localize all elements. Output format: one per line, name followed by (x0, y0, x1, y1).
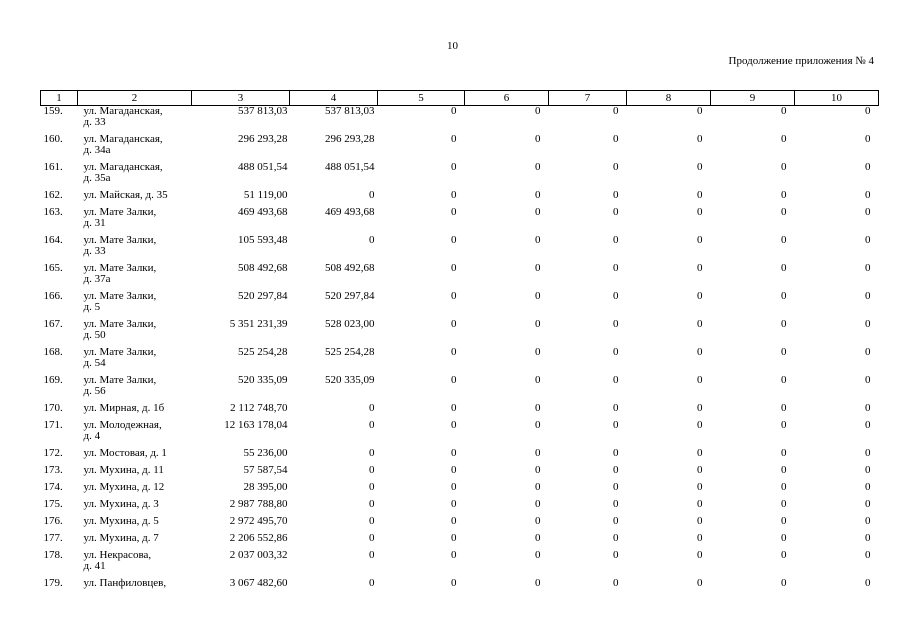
address-line: ул. Некрасова, (83, 549, 152, 561)
table-row (41, 499, 879, 516)
value-cell-col-10: 0 (865, 464, 871, 476)
value-cell-col-4: 0 (369, 402, 375, 414)
value-cell-col-8: 0 (697, 498, 703, 510)
value-cell-col-3: 296 293,28 (238, 133, 288, 145)
value-cell-col-4: 520 335,09 (325, 374, 375, 386)
address-cell (78, 578, 192, 595)
value-cell-col-7: 0 (613, 419, 619, 431)
value-cell-col-6: 0 (535, 464, 541, 476)
address-line: д. 54 (83, 357, 106, 369)
row-number: 165. (43, 262, 63, 274)
value-cell-col-6: 0 (535, 290, 541, 302)
value-cell-col-3: 105 593,48 (238, 234, 288, 246)
value-cell-col-10: 0 (865, 402, 871, 414)
value-cell-col-3: 488 051,54 (238, 161, 288, 173)
value-cell-col-4: 0 (369, 464, 375, 476)
address-line: ул. Мате Залки, (83, 206, 157, 218)
value-cell-col-4: 528 023,00 (325, 318, 375, 330)
value-cell-col-4: 0 (369, 549, 375, 561)
value-cell-col-9: 0 (781, 447, 787, 459)
value-cell-col-8: 0 (697, 515, 703, 527)
value-cell-col-7: 0 (613, 161, 619, 173)
row-number: 161. (43, 161, 63, 173)
row-number: 179. (43, 577, 63, 589)
value-cell-col-5: 0 (451, 206, 457, 218)
value-cell-col-3: 2 987 788,80 (229, 498, 288, 510)
address-line: ул. Мате Залки, (83, 290, 157, 302)
row-number: 167. (43, 318, 63, 330)
value-cell-col-3: 2 206 552,86 (229, 532, 288, 544)
value-cell-col-5: 0 (451, 577, 457, 589)
address-cell (78, 134, 192, 162)
value-cell-col-9: 0 (781, 498, 787, 510)
value-cell-col-9: 0 (781, 577, 787, 589)
value-cell-col-6: 0 (535, 189, 541, 201)
value-cell-col-5: 0 (451, 464, 457, 476)
table-row (41, 578, 879, 595)
value-cell-col-10: 0 (865, 290, 871, 302)
value-cell-col-4: 0 (369, 234, 375, 246)
value-cell-col-8: 0 (697, 189, 703, 201)
appendix-table-container (40, 90, 878, 595)
value-cell-col-8: 0 (697, 346, 703, 358)
value-cell-col-10: 0 (865, 161, 871, 173)
value-cell-col-6: 0 (535, 105, 541, 117)
value-cell-col-5: 0 (451, 105, 457, 117)
address-cell (78, 448, 192, 465)
value-cell-col-3: 5 351 231,39 (229, 318, 288, 330)
address-line: ул. Магаданская, (83, 161, 163, 173)
value-cell-col-10: 0 (865, 532, 871, 544)
value-cell-col-7: 0 (613, 498, 619, 510)
address-cell (78, 516, 192, 533)
address-cell (78, 263, 192, 291)
address-line: д. 35а (83, 172, 111, 184)
value-cell-col-10: 0 (865, 105, 871, 117)
value-cell-col-4: 0 (369, 498, 375, 510)
row-number: 164. (43, 234, 63, 246)
page-number: 10 (447, 40, 458, 52)
value-cell-col-6: 0 (535, 532, 541, 544)
value-cell-col-3: 55 236,00 (243, 447, 288, 459)
value-cell-col-5: 0 (451, 515, 457, 527)
address-cell (78, 319, 192, 347)
value-cell-col-3: 3 067 482,60 (229, 577, 288, 589)
value-cell-col-4: 537 813,03 (325, 105, 375, 117)
address-line: ул. Мухина, д. 3 (83, 498, 159, 510)
value-cell-col-9: 0 (781, 161, 787, 173)
value-cell-col-9: 0 (781, 189, 787, 201)
value-cell-col-3: 525 254,28 (238, 346, 288, 358)
table-row (41, 207, 879, 235)
value-cell-col-4: 0 (369, 447, 375, 459)
address-line: ул. Мостовая, д. 1 (83, 447, 167, 459)
address-line: д. 4 (83, 430, 101, 442)
address-cell (78, 190, 192, 207)
table-row (41, 235, 879, 263)
value-cell-col-8: 0 (697, 133, 703, 145)
column-header-4: 4 (290, 91, 378, 106)
value-cell-col-4: 520 297,84 (325, 290, 375, 302)
value-cell-col-5: 0 (451, 498, 457, 510)
value-cell-col-7: 0 (613, 133, 619, 145)
value-cell-col-6: 0 (535, 515, 541, 527)
address-line: ул. Мате Залки, (83, 346, 157, 358)
address-cell (78, 420, 192, 448)
value-cell-col-9: 0 (781, 262, 787, 274)
table-row (41, 319, 879, 347)
value-cell-col-8: 0 (697, 577, 703, 589)
table-row (41, 347, 879, 375)
row-number: 159. (43, 105, 63, 117)
value-cell-col-9: 0 (781, 105, 787, 117)
row-number: 177. (43, 532, 63, 544)
table-row (41, 420, 879, 448)
value-cell-col-9: 0 (781, 464, 787, 476)
value-cell-col-8: 0 (697, 234, 703, 246)
value-cell-col-6: 0 (535, 262, 541, 274)
value-cell-col-5: 0 (451, 374, 457, 386)
address-line: ул. Мате Залки, (83, 234, 157, 246)
value-cell-col-6: 0 (535, 133, 541, 145)
value-cell-col-10: 0 (865, 577, 871, 589)
value-cell-col-10: 0 (865, 419, 871, 431)
value-cell-col-4: 488 051,54 (325, 161, 375, 173)
address-line: д. 33 (83, 245, 106, 257)
address-line: ул. Мухина, д. 11 (83, 464, 164, 476)
table-row (41, 465, 879, 482)
address-line: д. 31 (83, 217, 106, 229)
value-cell-col-8: 0 (697, 262, 703, 274)
address-line: ул. Магаданская, (83, 133, 163, 145)
value-cell-col-7: 0 (613, 346, 619, 358)
value-cell-col-4: 508 492,68 (325, 262, 375, 274)
value-cell-col-9: 0 (781, 515, 787, 527)
address-line: д. 37а (83, 273, 111, 285)
value-cell-col-3: 2 972 495,70 (229, 515, 288, 527)
table-row (41, 375, 879, 403)
value-cell-col-10: 0 (865, 133, 871, 145)
address-cell (78, 162, 192, 190)
row-number: 169. (43, 374, 63, 386)
value-cell-col-7: 0 (613, 549, 619, 561)
value-cell-col-4: 296 293,28 (325, 133, 375, 145)
address-cell (78, 533, 192, 550)
address-cell (78, 235, 192, 263)
value-cell-col-9: 0 (781, 318, 787, 330)
value-cell-col-5: 0 (451, 402, 457, 414)
address-line: д. 41 (83, 560, 106, 572)
value-cell-col-10: 0 (865, 234, 871, 246)
value-cell-col-6: 0 (535, 206, 541, 218)
value-cell-col-9: 0 (781, 374, 787, 386)
row-number: 178. (43, 549, 63, 561)
row-number: 174. (43, 481, 63, 493)
row-number: 166. (43, 290, 63, 302)
value-cell-col-3: 537 813,03 (238, 105, 288, 117)
row-number: 163. (43, 206, 63, 218)
value-cell-col-7: 0 (613, 206, 619, 218)
value-cell-col-5: 0 (451, 133, 457, 145)
value-cell-col-6: 0 (535, 402, 541, 414)
table-row (41, 403, 879, 420)
address-cell (78, 499, 192, 516)
value-cell-col-6: 0 (535, 481, 541, 493)
table-row (41, 162, 879, 190)
value-cell-col-10: 0 (865, 447, 871, 459)
address-line: ул. Мате Залки, (83, 374, 157, 386)
value-cell-col-5: 0 (451, 419, 457, 431)
value-cell-col-7: 0 (613, 234, 619, 246)
value-cell-col-7: 0 (613, 447, 619, 459)
column-header-10: 10 (795, 91, 879, 106)
value-cell-col-3: 51 119,00 (243, 189, 288, 201)
value-cell-col-4: 0 (369, 515, 375, 527)
value-cell-col-6: 0 (535, 161, 541, 173)
value-cell-col-4: 525 254,28 (325, 346, 375, 358)
row-number: 175. (43, 498, 63, 510)
value-cell-col-6: 0 (535, 234, 541, 246)
value-cell-col-8: 0 (697, 481, 703, 493)
value-cell-col-3: 508 492,68 (238, 262, 288, 274)
address-line: д. 5 (83, 301, 101, 313)
table-header-row (41, 91, 879, 106)
address-line: ул. Мате Залки, (83, 262, 157, 274)
value-cell-col-3: 2 037 003,32 (229, 549, 288, 561)
value-cell-col-4: 0 (369, 532, 375, 544)
value-cell-col-8: 0 (697, 374, 703, 386)
address-line: д. 34а (83, 144, 111, 156)
column-header-3: 3 (192, 91, 290, 106)
value-cell-col-10: 0 (865, 498, 871, 510)
value-cell-col-5: 0 (451, 346, 457, 358)
value-cell-col-10: 0 (865, 318, 871, 330)
value-cell-col-3: 520 297,84 (238, 290, 288, 302)
value-cell-col-3: 520 335,09 (238, 374, 288, 386)
value-cell-col-8: 0 (697, 206, 703, 218)
value-cell-col-6: 0 (535, 318, 541, 330)
column-header-2: 2 (78, 91, 192, 106)
value-cell-col-9: 0 (781, 549, 787, 561)
value-cell-col-5: 0 (451, 481, 457, 493)
address-cell (78, 207, 192, 235)
value-cell-col-8: 0 (697, 419, 703, 431)
value-cell-col-3: 469 493,68 (238, 206, 288, 218)
value-cell-col-4: 0 (369, 189, 375, 201)
address-line: ул. Панфиловцев, (83, 577, 167, 589)
value-cell-col-7: 0 (613, 532, 619, 544)
table-row (41, 448, 879, 465)
row-number: 173. (43, 464, 63, 476)
value-cell-col-9: 0 (781, 532, 787, 544)
value-cell-col-9: 0 (781, 133, 787, 145)
row-number: 168. (43, 346, 63, 358)
value-cell-col-10: 0 (865, 206, 871, 218)
value-cell-col-8: 0 (697, 290, 703, 302)
table-row (41, 533, 879, 550)
value-cell-col-10: 0 (865, 189, 871, 201)
value-cell-col-3: 2 112 748,70 (230, 402, 288, 414)
address-line: ул. Мухина, д. 7 (83, 532, 159, 544)
address-line: ул. Молодежная, (83, 419, 162, 431)
value-cell-col-7: 0 (613, 481, 619, 493)
value-cell-col-7: 0 (613, 374, 619, 386)
address-cell (78, 291, 192, 319)
value-cell-col-7: 0 (613, 318, 619, 330)
value-cell-col-7: 0 (613, 189, 619, 201)
address-line: ул. Мухина, д. 5 (83, 515, 159, 527)
row-number: 172. (43, 447, 63, 459)
value-cell-col-8: 0 (697, 161, 703, 173)
value-cell-col-4: 0 (369, 419, 375, 431)
value-cell-col-5: 0 (451, 161, 457, 173)
value-cell-col-5: 0 (451, 318, 457, 330)
value-cell-col-8: 0 (697, 318, 703, 330)
row-number: 176. (43, 515, 63, 527)
value-cell-col-8: 0 (697, 447, 703, 459)
value-cell-col-7: 0 (613, 402, 619, 414)
value-cell-col-6: 0 (535, 498, 541, 510)
value-cell-col-5: 0 (451, 532, 457, 544)
value-cell-col-6: 0 (535, 346, 541, 358)
value-cell-col-7: 0 (613, 262, 619, 274)
value-cell-col-10: 0 (865, 549, 871, 561)
value-cell-col-5: 0 (451, 189, 457, 201)
value-cell-col-7: 0 (613, 515, 619, 527)
value-cell-col-9: 0 (781, 419, 787, 431)
value-cell-col-4: 469 493,68 (325, 206, 375, 218)
address-line: ул. Магаданская, (83, 105, 163, 117)
address-cell (78, 482, 192, 499)
row-number: 171. (43, 419, 63, 431)
appendix-continuation-label: Продолжение приложения № 4 (728, 55, 874, 67)
value-cell-col-10: 0 (865, 515, 871, 527)
address-line: д. 50 (83, 329, 106, 341)
table-row (41, 482, 879, 499)
value-cell-col-8: 0 (697, 402, 703, 414)
row-number: 160. (43, 133, 63, 145)
value-cell-col-9: 0 (781, 346, 787, 358)
value-cell-col-10: 0 (865, 374, 871, 386)
value-cell-col-5: 0 (451, 290, 457, 302)
address-line: ул. Мухина, д. 12 (83, 481, 165, 493)
address-cell (78, 465, 192, 482)
appendix-table (40, 90, 879, 595)
address-line: д. 33 (83, 116, 106, 128)
value-cell-col-5: 0 (451, 234, 457, 246)
address-line: ул. Майская, д. 35 (83, 189, 168, 201)
value-cell-col-10: 0 (865, 262, 871, 274)
address-cell (78, 550, 192, 578)
value-cell-col-9: 0 (781, 402, 787, 414)
value-cell-col-7: 0 (613, 464, 619, 476)
column-header-8: 8 (627, 91, 711, 106)
table-row (41, 106, 879, 135)
address-cell (78, 403, 192, 420)
value-cell-col-9: 0 (781, 481, 787, 493)
table-row (41, 134, 879, 162)
value-cell-col-8: 0 (697, 532, 703, 544)
value-cell-col-6: 0 (535, 549, 541, 561)
value-cell-col-6: 0 (535, 577, 541, 589)
column-header-6: 6 (465, 91, 549, 106)
table-row (41, 516, 879, 533)
value-cell-col-6: 0 (535, 374, 541, 386)
table-row (41, 550, 879, 578)
value-cell-col-7: 0 (613, 577, 619, 589)
column-header-7: 7 (549, 91, 627, 106)
value-cell-col-4: 0 (369, 481, 375, 493)
column-header-5: 5 (378, 91, 465, 106)
value-cell-col-10: 0 (865, 346, 871, 358)
value-cell-col-10: 0 (865, 481, 871, 493)
value-cell-col-8: 0 (697, 464, 703, 476)
value-cell-col-3: 28 395,00 (243, 481, 288, 493)
value-cell-col-5: 0 (451, 447, 457, 459)
column-header-9: 9 (711, 91, 795, 106)
address-line: д. 56 (83, 385, 106, 397)
address-cell (78, 375, 192, 403)
row-number: 170. (43, 402, 63, 414)
value-cell-col-7: 0 (613, 290, 619, 302)
value-cell-col-5: 0 (451, 262, 457, 274)
value-cell-col-9: 0 (781, 206, 787, 218)
address-line: ул. Мирная, д. 1б (83, 402, 165, 414)
table-row (41, 291, 879, 319)
value-cell-col-3: 57 587,54 (243, 464, 288, 476)
value-cell-col-3: 12 163 178,04 (224, 419, 288, 431)
value-cell-col-8: 0 (697, 105, 703, 117)
address-cell (78, 347, 192, 375)
value-cell-col-4: 0 (369, 577, 375, 589)
value-cell-col-6: 0 (535, 447, 541, 459)
value-cell-col-7: 0 (613, 105, 619, 117)
value-cell-col-6: 0 (535, 419, 541, 431)
value-cell-col-9: 0 (781, 290, 787, 302)
value-cell-col-5: 0 (451, 549, 457, 561)
address-cell (78, 106, 192, 135)
column-header-1: 1 (41, 91, 78, 106)
address-line: ул. Мате Залки, (83, 318, 157, 330)
table-row (41, 190, 879, 207)
table-row (41, 263, 879, 291)
table-body (41, 106, 879, 596)
value-cell-col-9: 0 (781, 234, 787, 246)
row-number: 162. (43, 189, 63, 201)
value-cell-col-8: 0 (697, 549, 703, 561)
